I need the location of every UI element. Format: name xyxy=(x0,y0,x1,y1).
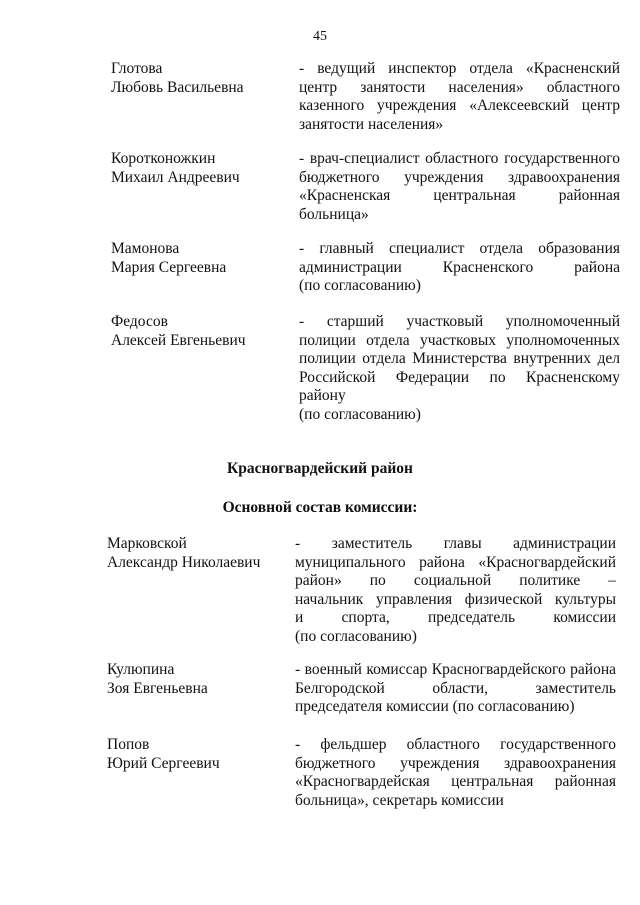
role-line: центр занятости населения» областного xyxy=(299,78,620,96)
member-surname: Коротконожкин xyxy=(111,150,216,167)
role-line: полиции отдела Министерства внутренних дел xyxy=(299,350,620,368)
role-line: «Красненская центральная районная xyxy=(299,187,620,205)
member-given-name: Михаил Андреевич xyxy=(111,168,240,186)
member-name xyxy=(107,535,287,572)
composition-title: Основной состав комиссии: xyxy=(222,499,418,516)
member-name xyxy=(111,313,291,350)
member-name xyxy=(107,661,287,698)
member-role xyxy=(299,240,620,296)
member-role xyxy=(295,661,616,717)
page-number: 45 xyxy=(313,29,327,44)
member-role xyxy=(295,736,616,810)
member-given-name: Зоя Евгеньевна xyxy=(107,679,208,697)
role-line: занятости населения» xyxy=(299,115,444,133)
role-line: - военный комиссар Красногвардейского района xyxy=(295,661,616,678)
role-line: начальник управления физической культуры xyxy=(295,590,616,608)
role-line: муниципального района «Красногвардейский xyxy=(295,553,616,571)
role-line: Белгородской области, заместитель xyxy=(295,679,616,697)
role-line: Российской Федерации по Красненскому району xyxy=(299,368,620,405)
member-role xyxy=(299,313,620,425)
role-line: больница» xyxy=(299,205,369,223)
member-surname: Мамонова xyxy=(111,240,180,257)
member-surname: Кулюпина xyxy=(107,661,175,678)
role-line: больница», секретарь комиссии xyxy=(295,791,504,809)
role-line: (по согласованию) xyxy=(295,627,417,645)
member-given-name: Мария Сергеевна xyxy=(111,258,227,276)
role-line: полиции отдела участковых уполномоченных xyxy=(299,331,620,349)
member-surname: Марковской xyxy=(107,535,187,552)
role-line: район» по социальной политике – xyxy=(295,572,616,590)
role-line: (по согласованию) xyxy=(299,405,421,423)
role-line: (по согласованию) xyxy=(299,277,421,295)
role-line: председателя комиссии (по согласованию) xyxy=(295,698,575,716)
role-line: - врач-специалист областного государственного xyxy=(299,150,620,167)
member-given-name: Александр Николаевич xyxy=(107,553,261,571)
member-name xyxy=(111,60,291,97)
member-name xyxy=(111,150,291,187)
role-line: - заместитель главы администрации xyxy=(295,535,616,552)
member-role xyxy=(299,150,620,224)
role-line: - главный специалист отдела образования xyxy=(299,240,620,257)
member-name xyxy=(111,240,291,277)
role-line: казенного учреждения «Алексеевский центр xyxy=(299,97,620,115)
member-role xyxy=(295,535,616,647)
role-line: «Красногвардейская центральная районная xyxy=(295,773,616,791)
member-surname: Глотова xyxy=(111,60,163,77)
member-given-name: Алексей Евгеньевич xyxy=(111,331,246,349)
role-line: и спорта, председатель комиссии xyxy=(295,609,616,627)
role-line: - фельдшер областного государственного xyxy=(295,736,616,753)
role-line: администрации Красненского района xyxy=(299,258,620,276)
member-given-name: Юрий Сергеевич xyxy=(107,754,220,772)
district-title: Красногвардейский район xyxy=(227,460,413,477)
role-line: бюджетного учреждения здравоохранения xyxy=(295,754,616,772)
member-name xyxy=(107,736,287,773)
role-line: бюджетного учреждения здравоохранения xyxy=(299,168,620,186)
member-role xyxy=(299,60,620,134)
member-surname: Попов xyxy=(107,736,150,753)
member-given-name: Любовь Васильевна xyxy=(111,78,244,96)
role-line: - старший участковый уполномоченный xyxy=(299,313,620,330)
role-line: - ведущий инспектор отдела «Красненский xyxy=(299,60,620,77)
member-surname: Федосов xyxy=(111,313,168,330)
